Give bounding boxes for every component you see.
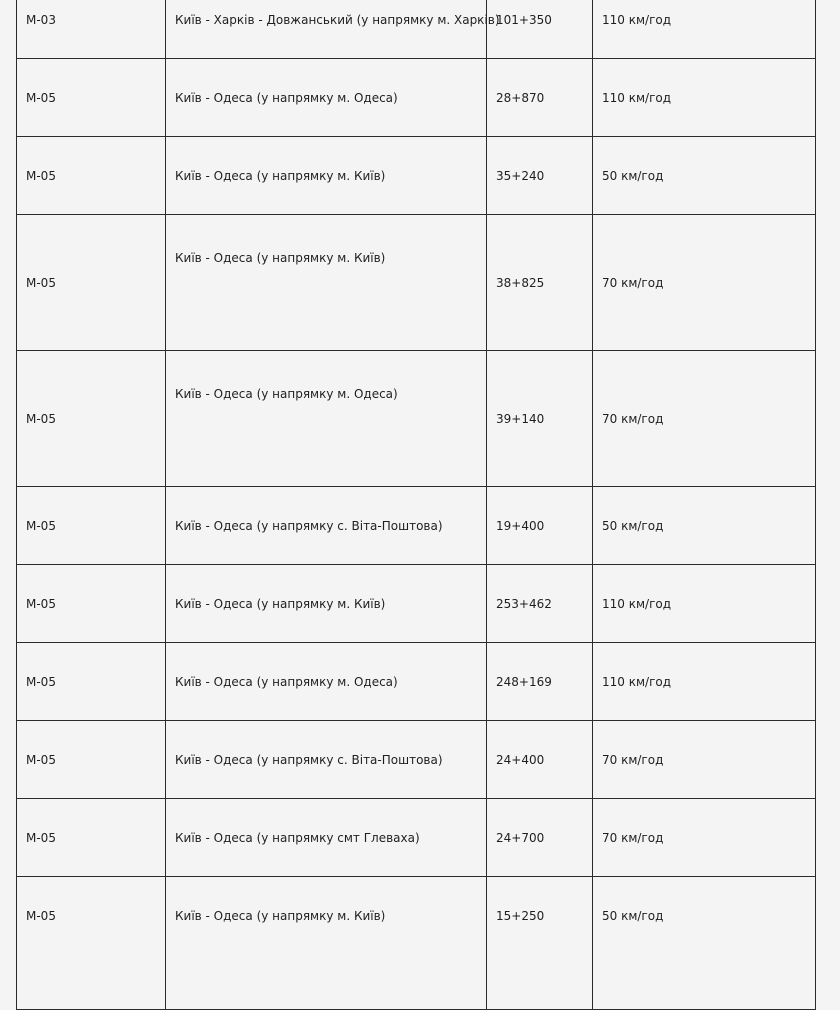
road-name-cell: Київ - Одеса (у напрямку м. Київ) [166, 137, 487, 215]
table-row [17, 799, 816, 877]
speed-limit-cell: 110 км/год [593, 0, 816, 59]
speed-limit-table [16, 0, 816, 1010]
kilometer-cell: 19+400 [487, 487, 593, 565]
road-name-cell: Київ - Одеса (у напрямку м. Київ) [166, 565, 487, 643]
road-code-cell: М-05 [17, 137, 166, 215]
road-code-cell: М-03 [17, 0, 166, 59]
road-code-cell: М-05 [17, 565, 166, 643]
speed-limit-cell: 50 км/год [593, 137, 816, 215]
table-row [17, 351, 816, 487]
road-name-cell: Київ - Одеса (у напрямку м. Київ) [166, 877, 487, 1010]
kilometer-cell: 248+169 [487, 643, 593, 721]
kilometer-cell: 28+870 [487, 59, 593, 137]
kilometer-cell: 38+825 [487, 215, 593, 351]
table-row [17, 215, 816, 351]
speed-limit-cell: 50 км/год [593, 877, 816, 1010]
speed-limit-cell: 70 км/год [593, 799, 816, 877]
table-row [17, 721, 816, 799]
table-row [17, 565, 816, 643]
table-row [17, 137, 816, 215]
road-code-cell: М-05 [17, 799, 166, 877]
kilometer-cell: 35+240 [487, 137, 593, 215]
speed-limit-cell: 70 км/год [593, 721, 816, 799]
speed-limit-cell: 110 км/год [593, 643, 816, 721]
road-name-cell: Київ - Харків - Довжанський (у напрямку м. Харків) [166, 0, 487, 59]
road-code-cell: М-05 [17, 59, 166, 137]
table-row [17, 59, 816, 137]
table-row [17, 643, 816, 721]
road-name-cell: Київ - Одеса (у напрямку м. Одеса) [166, 59, 487, 137]
road-code-cell: М-05 [17, 215, 166, 351]
kilometer-cell: 39+140 [487, 351, 593, 487]
road-name-cell: Київ - Одеса (у напрямку смт Глеваха) [166, 799, 487, 877]
road-name-cell: Київ - Одеса (у напрямку с. Віта-Поштова) [166, 721, 487, 799]
kilometer-cell: 101+350 [487, 0, 593, 59]
table-row [17, 0, 816, 59]
kilometer-cell: 253+462 [487, 565, 593, 643]
road-code-cell: М-05 [17, 487, 166, 565]
road-code-cell: М-05 [17, 877, 166, 1010]
road-name-cell: Київ - Одеса (у напрямку м. Одеса) [166, 643, 487, 721]
table-row [17, 487, 816, 565]
kilometer-cell: 24+400 [487, 721, 593, 799]
road-code-cell: М-05 [17, 721, 166, 799]
kilometer-cell: 15+250 [487, 877, 593, 1010]
speed-limit-cell: 50 км/год [593, 487, 816, 565]
speed-limit-cell: 110 км/год [593, 565, 816, 643]
kilometer-cell: 24+700 [487, 799, 593, 877]
road-name-cell: Київ - Одеса (у напрямку с. Віта-Поштова) [166, 487, 487, 565]
road-name-cell: Київ - Одеса (у напрямку м. Одеса) [166, 351, 487, 487]
road-code-cell: М-05 [17, 643, 166, 721]
speed-limit-cell: 70 км/год [593, 351, 816, 487]
road-code-cell: М-05 [17, 351, 166, 487]
table-row [17, 877, 816, 1010]
speed-limit-cell: 110 км/год [593, 59, 816, 137]
road-name-cell: Київ - Одеса (у напрямку м. Київ) [166, 215, 487, 351]
speed-limit-cell: 70 км/год [593, 215, 816, 351]
